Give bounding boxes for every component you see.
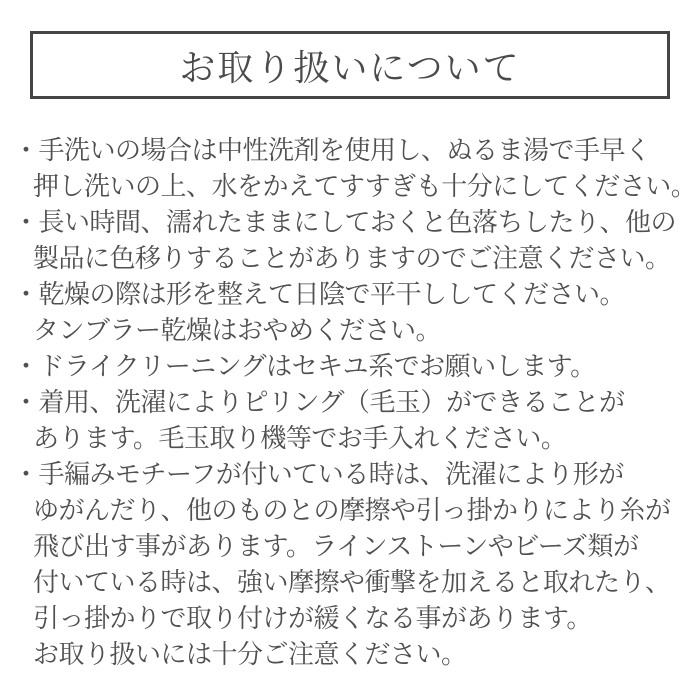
care-note-line: 押し洗いの上、水をかえてすすぎも十分にしてください。 xyxy=(33,171,697,201)
page-title: お取り扱いについて xyxy=(179,46,521,88)
care-note-line: タンブラー乾燥はおやめください。 xyxy=(33,315,442,345)
care-note-line: 引っ掛かりで取り付けが緩くなる事があります。 xyxy=(33,603,592,633)
care-note-item-motifs-beads xyxy=(13,456,700,672)
title-box xyxy=(30,31,670,99)
care-note-line: ・手編みモチーフが付いている時は、洗濯により形が xyxy=(13,459,624,489)
care-note-item-pilling xyxy=(13,384,700,456)
care-note-line: 付いている時は、強い摩擦や衝撃を加えると取れたり、 xyxy=(33,567,671,597)
care-note-line: ゆがんだり、他のものとの摩擦や引っ掛かりにより糸が xyxy=(33,495,671,525)
care-note-line: ・乾燥の際は形を整えて日陰で平干ししてください。 xyxy=(13,279,626,309)
care-note-line: 製品に色移りすることがありますのでご注意ください。 xyxy=(33,243,671,273)
care-note-item-color-transfer xyxy=(13,204,700,276)
care-note-line: ・ドライクリーニングはセキユ系でお願いします。 xyxy=(13,351,596,381)
care-note-item-drying xyxy=(13,276,700,348)
care-notes-list xyxy=(13,132,700,672)
care-note-line: ・手洗いの場合は中性洗剤を使用し、ぬるま湯で手早く xyxy=(13,135,651,165)
care-note-line: ・長い時間、濡れたままにしておくと色落ちしたり、他の xyxy=(13,207,677,237)
care-note-line: ・着用、洗濯によりピリング（毛玉）ができることが xyxy=(13,387,625,417)
care-note-item-hand-wash xyxy=(13,132,700,204)
care-note-line: 飛び出す事があります。ラインストーンやビーズ類が xyxy=(33,531,639,561)
care-note-item-dry-cleaning xyxy=(13,348,700,384)
care-note-line: あります。毛玉取り機等でお手入れください。 xyxy=(33,423,567,453)
care-note-line: お取り扱いには十分ご注意ください。 xyxy=(33,639,467,669)
